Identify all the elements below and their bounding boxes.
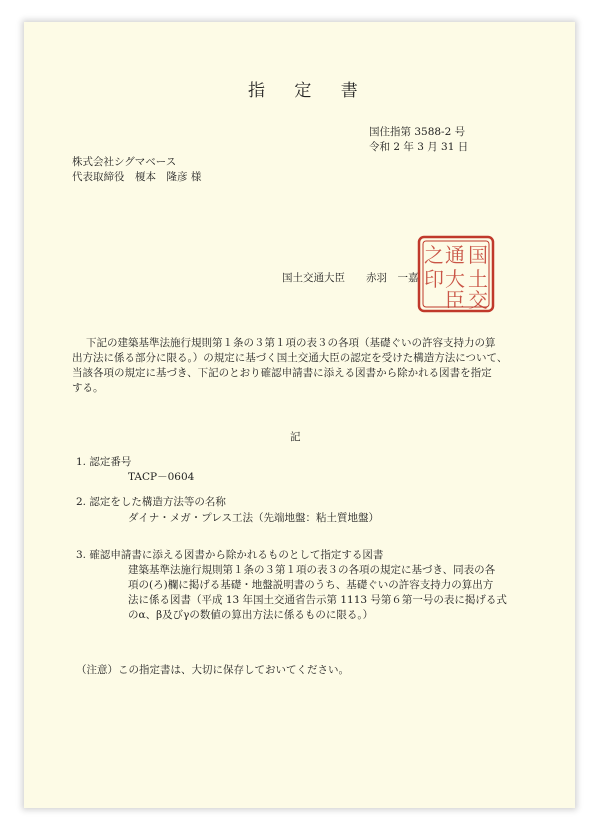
intro-paragraph	[72, 336, 507, 396]
official-seal	[416, 234, 496, 314]
svg-text:大: 大	[445, 267, 465, 291]
svg-text:之: 之	[424, 243, 444, 267]
intro-line: 当該各項の規定に基づき、下記のとおり確認申請書に添える図書から除かれる図書を指定	[72, 367, 492, 379]
svg-text:土: 土	[468, 267, 488, 291]
item-3-line: 法に係る図書（平成 13 年国土交通省告示第 1113 号第６第一号の表に掲げる式	[128, 594, 507, 606]
ki-heading: 記	[290, 431, 301, 443]
svg-text:臣: 臣	[445, 288, 465, 312]
svg-text:国: 国	[468, 243, 488, 267]
item-2-body: ダイナ・メガ・プレス工法（先端地盤：粘土質地盤）	[128, 512, 380, 524]
item-3-line: のα、β及びγの数値の算出方法に係るものに限る。）	[128, 609, 374, 621]
item-3-heading: 3. 確認申請書に添える図書から除かれるものとして指定する図書	[76, 549, 384, 561]
item-2-heading: 2. 認定をした構造方法等の名称	[76, 496, 226, 508]
issuer-name: 国土交通大臣 赤羽 一嘉	[282, 272, 419, 284]
svg-text:通: 通	[445, 243, 465, 267]
recipient-person: 代表取締役 榎本 隆彦 様	[72, 171, 202, 183]
issue-date: 令和 2 年 3 月 31 日	[369, 141, 469, 153]
svg-text:印: 印	[424, 267, 444, 291]
item-3-body	[128, 563, 507, 623]
item-3-line: 建築基準法施行規則第１条の３第１項の表３の各項の規定に基づき、同表の各	[128, 564, 496, 576]
note-text: （注意）この指定書は、大切に保存しておいてください。	[76, 664, 349, 676]
recipient-company: 株式会社シグマベース	[72, 156, 177, 168]
certificate-page	[24, 22, 575, 808]
item-1-body: TACP－0604	[128, 471, 195, 483]
intro-line: する。	[72, 382, 104, 394]
intro-line: 出方法に係る部分に限る。）の規定に基づく国土交通大臣の認定を受けた構造方法について、	[72, 352, 508, 364]
svg-text:交: 交	[468, 288, 488, 312]
item-3-line: 項の(ろ)欄に掲げる基礎・地盤説明書のうち、基礎ぐいの許容支持力の算出方	[128, 579, 494, 591]
page-title: 指 定 書	[248, 81, 370, 101]
intro-line: 下記の建築基準法施行規則第１条の３第１項の表３の各項（基礎ぐいの許容支持力の算	[86, 337, 496, 349]
document-number: 国住指第 3588-2 号	[369, 126, 466, 138]
item-1-heading: 1. 認定番号	[76, 456, 132, 468]
